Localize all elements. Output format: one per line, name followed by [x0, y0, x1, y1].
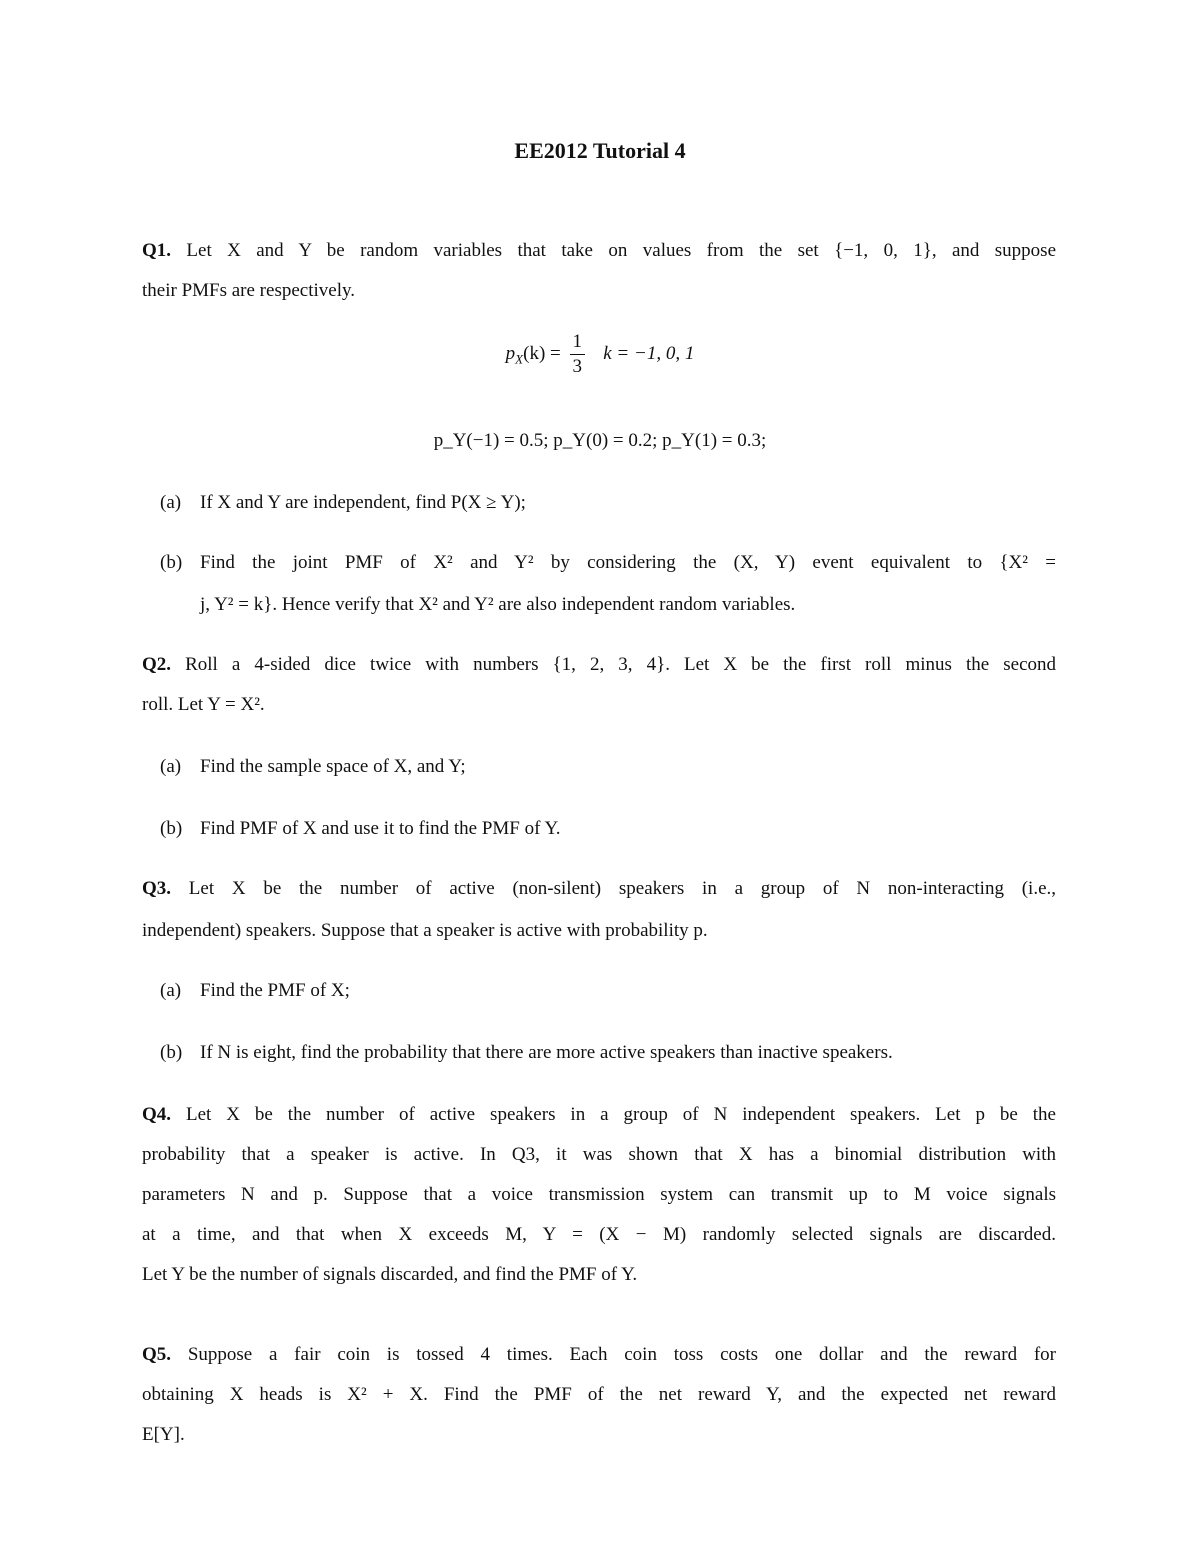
q2-text-line-1: Roll a 4-sided dice twice with numbers {1, 2, 3, 4}. Let X be the first roll minus the second — [185, 654, 1057, 675]
q2-text-line-2: roll. Let Y = X². — [142, 694, 265, 715]
q1-label: Q1. — [142, 240, 172, 261]
q1-a-label: (a) — [160, 492, 182, 513]
page-title: EE2012 Tutorial 4 — [514, 138, 686, 163]
q1-paragraph-line-1 — [142, 240, 1056, 262]
q2-a-text: Find the sample space of X, and Y; — [200, 756, 466, 777]
q4-text-line-4: at a time, and that when X exceeds M, Y = (X − M) randomly selected signals are discarded. — [142, 1224, 1056, 1245]
q3-a-text: Find the PMF of X; — [200, 980, 350, 1001]
eq1-numerator: 1 — [570, 330, 586, 355]
q5-text-line-1: Suppose a fair coin is tossed 4 times. Each coin toss costs one dollar and the reward for — [187, 1344, 1056, 1365]
q4-text-line-2: probability that a speaker is active. In Q3, it was shown that X has a binomial distribution with — [142, 1144, 1056, 1165]
q5-label: Q5. — [142, 1344, 172, 1365]
q3-label: Q3. — [142, 878, 172, 899]
q1-equation-py: p_Y(−1) = 0.5; p_Y(0) = 0.2; p_Y(1) = 0.3; — [433, 430, 767, 451]
q2-b-label: (b) — [160, 818, 183, 839]
eq1-subscript: X — [515, 351, 524, 367]
eq1-denominator: 3 — [572, 356, 582, 377]
eq1-p: p — [505, 342, 516, 364]
eq1-mid: (k) = — [523, 342, 561, 364]
q3-text-line-1: Let X be the number of active (non-silent) speakers in a group of N non-interacting (i.e., — [188, 878, 1057, 899]
q1-text-line-2: their PMFs are respectively. — [142, 280, 355, 301]
q2-label: Q2. — [142, 654, 172, 675]
q1-a-text: If X and Y are independent, find P(X ≥ Y); — [200, 492, 526, 513]
q3-a-label: (a) — [160, 980, 182, 1001]
q5-text-line-3: E[Y]. — [142, 1424, 185, 1445]
q2-paragraph-line-1 — [142, 654, 1056, 676]
q3-paragraph-line-1 — [142, 878, 1056, 900]
eq1-fraction — [570, 330, 586, 379]
eq1-range: k = −1, 0, 1 — [603, 342, 695, 364]
q1-equation-px — [0, 330, 1200, 379]
q1-text-line-1: Let X and Y be random variables that take on values from the set {−1, 0, 1}, and suppose — [186, 240, 1056, 261]
q4-text-line-5: Let Y be the number of signals discarded, and find the PMF of Y. — [142, 1264, 638, 1285]
q1-b-label: (b) — [160, 552, 183, 573]
q1-b-line-1: Find the joint PMF of X² and Y² by considering the (X, Y) event equivalent to {X² = — [200, 552, 1056, 573]
q5-text-line-2: obtaining X heads is X² + X. Find the PMF of the net reward Y, and the expected net reward — [142, 1384, 1056, 1405]
q3-b-label: (b) — [160, 1042, 183, 1063]
q4-text-line-1: Let X be the number of active speakers in a group of N independent speakers. Let p be the — [185, 1104, 1056, 1125]
q2-b-text: Find PMF of X and use it to find the PMF of Y. — [200, 818, 561, 839]
q5-paragraph-line-1 — [142, 1344, 1056, 1366]
q4-paragraph-line-1 — [142, 1104, 1056, 1126]
q1-b-line-2: j, Y² = k}. Hence verify that X² and Y² are also independent random variables. — [200, 594, 796, 615]
q2-a-label: (a) — [160, 756, 182, 777]
q3-text-line-2: independent) speakers. Suppose that a speaker is active with probability p. — [142, 920, 708, 941]
q4-label: Q4. — [142, 1104, 172, 1125]
q4-text-line-3: parameters N and p. Suppose that a voice transmission system can transmit up to M voice signals — [142, 1184, 1056, 1205]
q3-b-text: If N is eight, find the probability that there are more active speakers than inactive speakers. — [200, 1042, 893, 1063]
